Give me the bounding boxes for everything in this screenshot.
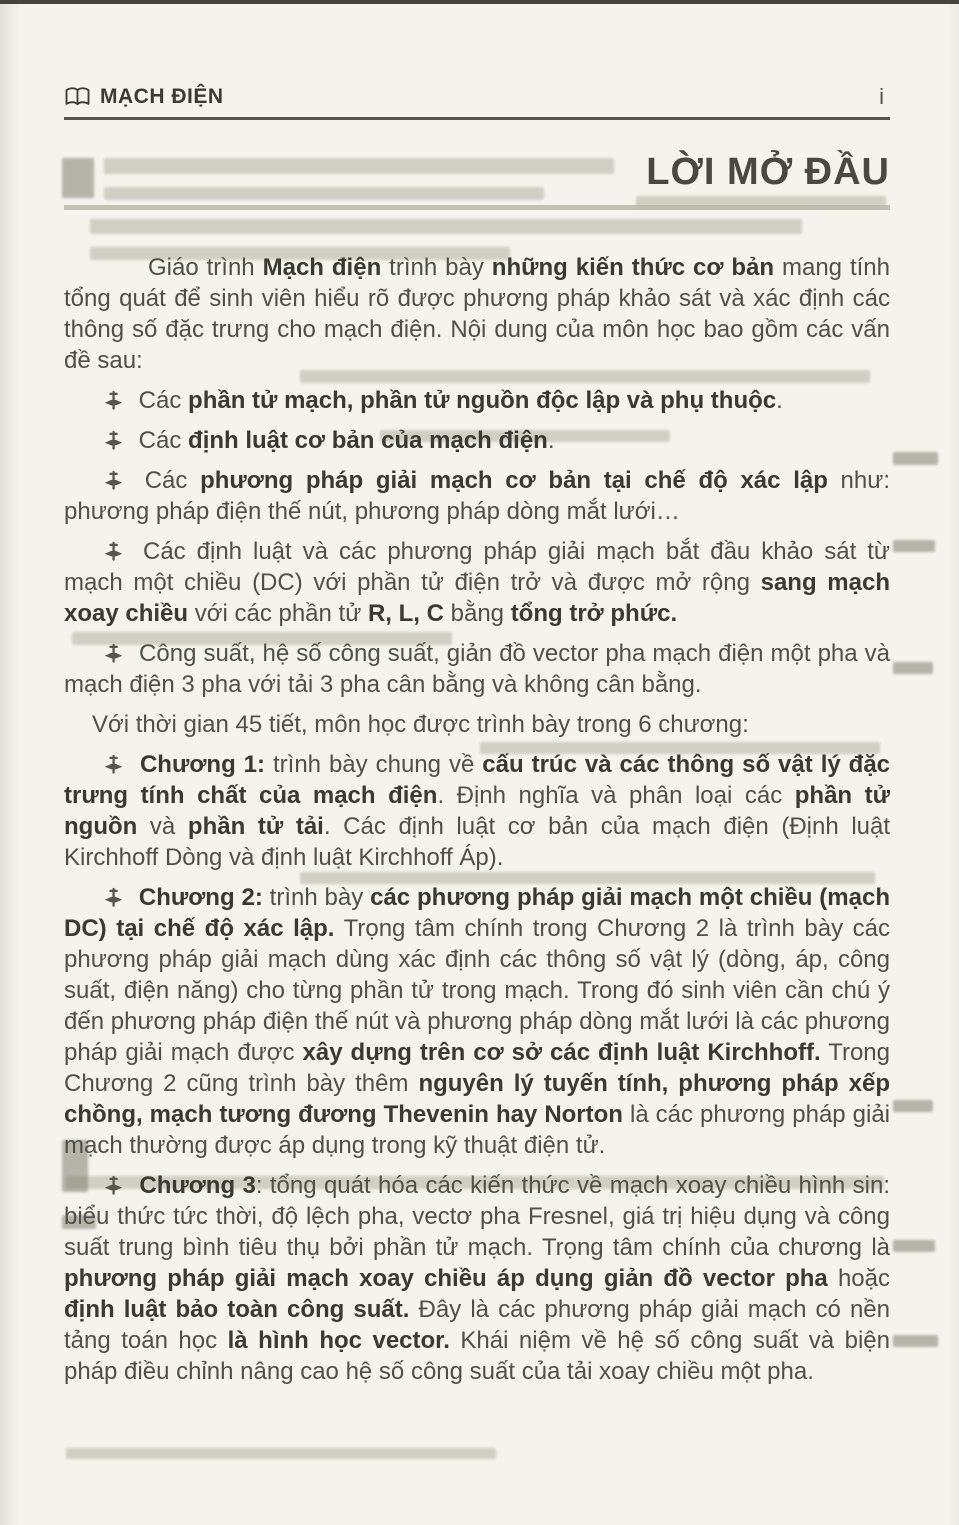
open-book-icon (64, 86, 91, 108)
body-text-segment: Giáo trình (148, 254, 263, 281)
emphasized-text: phần tử mạch, phần tử nguồn độc lập và phụ thuộc (188, 387, 777, 414)
bullet-item (64, 536, 890, 629)
bullet-item (64, 465, 890, 527)
plane-dart-bullet-icon (104, 887, 123, 908)
body-text-segment: : tổng quát hóa các kiến thức về mạch xoay chiều hình sin: biểu thức tức thời, độ lệch pha, vectơ pha Fresnel, giá trị hiệu dụng và công suất trung bình tiêu thụ bởi phần tử mạch. Trọng tâm chính của chương là (64, 1172, 890, 1261)
bullet-item (64, 638, 890, 700)
emphasized-text: R, L, C (367, 600, 444, 627)
body-text-segment: Các định luật và các phương pháp giải mạch bắt đầu khảo sát từ mạch một chiều (DC) với phần tử điện trở và được mở rộng (64, 538, 890, 596)
plane-dart-bullet-icon (104, 430, 123, 451)
emphasized-text: tổng trở phức. (510, 600, 678, 627)
book-title: MẠCH ĐIỆN (100, 85, 224, 108)
plane-dart-bullet-icon (104, 754, 123, 775)
body-text-segment: . (776, 387, 783, 414)
body-text-segment: Trọng tâm chính trong Chương 2 là trình bày các phương pháp giải mạch dùng xác định các thông số vật lý (dòng, áp, công suất, điện năng) cho từng phần tử trong mạch. Trong đó sinh viên cần chú ý đến phương pháp điện thế nút và phương pháp dòng mắt lưới là các phương pháp giải mạch được (64, 915, 890, 1066)
body-text-segment: . Các định luật cơ bản của mạch điện (Định luật Kirchhoff Dòng và định luật Kirchhoff Áp). (64, 813, 891, 871)
body-text-segment: Với thời gian 45 tiết, môn học được trình bày trong 6 chương: (92, 711, 749, 738)
plane-dart-bullet-icon (104, 643, 123, 664)
emphasized-text: phần tử nguồn (64, 782, 890, 840)
page-number: i (879, 84, 884, 109)
body-text-segment: Các (138, 387, 189, 414)
body-text-segment: là các phương pháp giải mạch thường được áp dụng trong kỹ thuật điện tử. (64, 1101, 891, 1159)
paragraph (64, 709, 890, 740)
emphasized-text: Chương 2: (138, 884, 263, 911)
plane-dart-bullet-icon (104, 541, 123, 562)
body-text-segment: và (137, 813, 188, 840)
emphasized-text: là hình học vector. (227, 1327, 450, 1354)
emphasized-text: phương pháp giải mạch xoay chiều áp dụng giản đồ vector pha (64, 1265, 828, 1292)
body-text-segment: trình bày chung về (265, 751, 483, 778)
body-text-segment: . Định nghĩa và phân loại các (437, 782, 795, 809)
emphasized-text: những kiến thức cơ bản (491, 254, 775, 281)
body-text-segment: Đây là các phương pháp giải mạch có nền tảng toán học (64, 1296, 891, 1354)
emphasized-text: định luật cơ bản của mạch điện (188, 427, 548, 454)
body-text-segment: với các phần tử (188, 600, 368, 627)
emphasized-text: định luật bảo toàn công suất. (64, 1296, 410, 1323)
plane-dart-bullet-icon (104, 390, 123, 411)
emphasized-text: cấu trúc và các thông số vật lý đặc trưng tính chất của mạch điện (64, 751, 891, 809)
paragraph (64, 252, 890, 376)
bullet-item (64, 749, 890, 873)
bullet-item (64, 425, 890, 456)
plane-dart-bullet-icon (104, 1175, 123, 1196)
body-text-segment: . (547, 427, 555, 454)
emphasized-text: Mạch điện (262, 254, 382, 281)
emphasized-text: phần tử tải (187, 813, 324, 840)
body-text-segment: Trong Chương 2 cũng trình bày thêm (64, 1039, 890, 1097)
emphasized-text: các phương pháp giải mạch một chiều (mạch DC) tại chế độ xác lập. (64, 884, 890, 942)
body-text-segment: như: phương pháp điện thế nút, phương pháp dòng mắt lưới… (64, 467, 890, 525)
body-text-segment: hoặc (827, 1265, 890, 1292)
emphasized-text: Chương 3 (139, 1172, 256, 1199)
body-text-segment: trình bày (381, 254, 492, 281)
emphasized-text: xây dựng trên cơ sở các định luật Kirchhoff. (302, 1039, 821, 1066)
header-rule (64, 117, 890, 120)
body-text-segment: Các (144, 467, 201, 494)
bullet-item (64, 882, 890, 1161)
body-text-segment: Khái niệm về hệ số công suất và biện pháp điều chỉnh nâng cao hệ số công suất của tải xoay chiều một pha. (64, 1327, 890, 1385)
body-text-segment: Các (138, 427, 189, 454)
emphasized-text: Chương 1: (139, 751, 266, 778)
bullet-item (64, 385, 890, 416)
preface-title: LỜI MỞ ĐẦU (646, 151, 890, 193)
emphasized-text: sang mạch xoay chiều (64, 569, 890, 627)
page-content (64, 0, 890, 1396)
title-underline-rule (64, 205, 890, 210)
emphasized-text: nguyên lý tuyến tính, phương pháp xếp chồng, mạch tương đương Thevenin hay Norton (64, 1070, 890, 1128)
preface-body (64, 252, 890, 1387)
body-text-segment: mang tính tổng quát để sinh viên hiểu rõ được phương pháp khảo sát và xác định các thông số đặc trưng cho mạch điện. Nội dung của môn học bao gồm các vấn đề sau: (64, 254, 890, 374)
running-header (64, 84, 890, 110)
emphasized-text: phương pháp giải mạch cơ bản tại chế độ xác lập (200, 467, 828, 494)
body-text-segment: Công suất, hệ số công suất, giản đồ vector pha mạch điện một pha và mạch điện 3 pha với tải 3 pha cân bằng và không cân bằng. (64, 640, 890, 698)
body-text-segment: trình bày (262, 884, 371, 911)
plane-dart-bullet-icon (104, 470, 123, 491)
bullet-item (64, 1170, 890, 1387)
body-text-segment: bằng (443, 600, 511, 627)
